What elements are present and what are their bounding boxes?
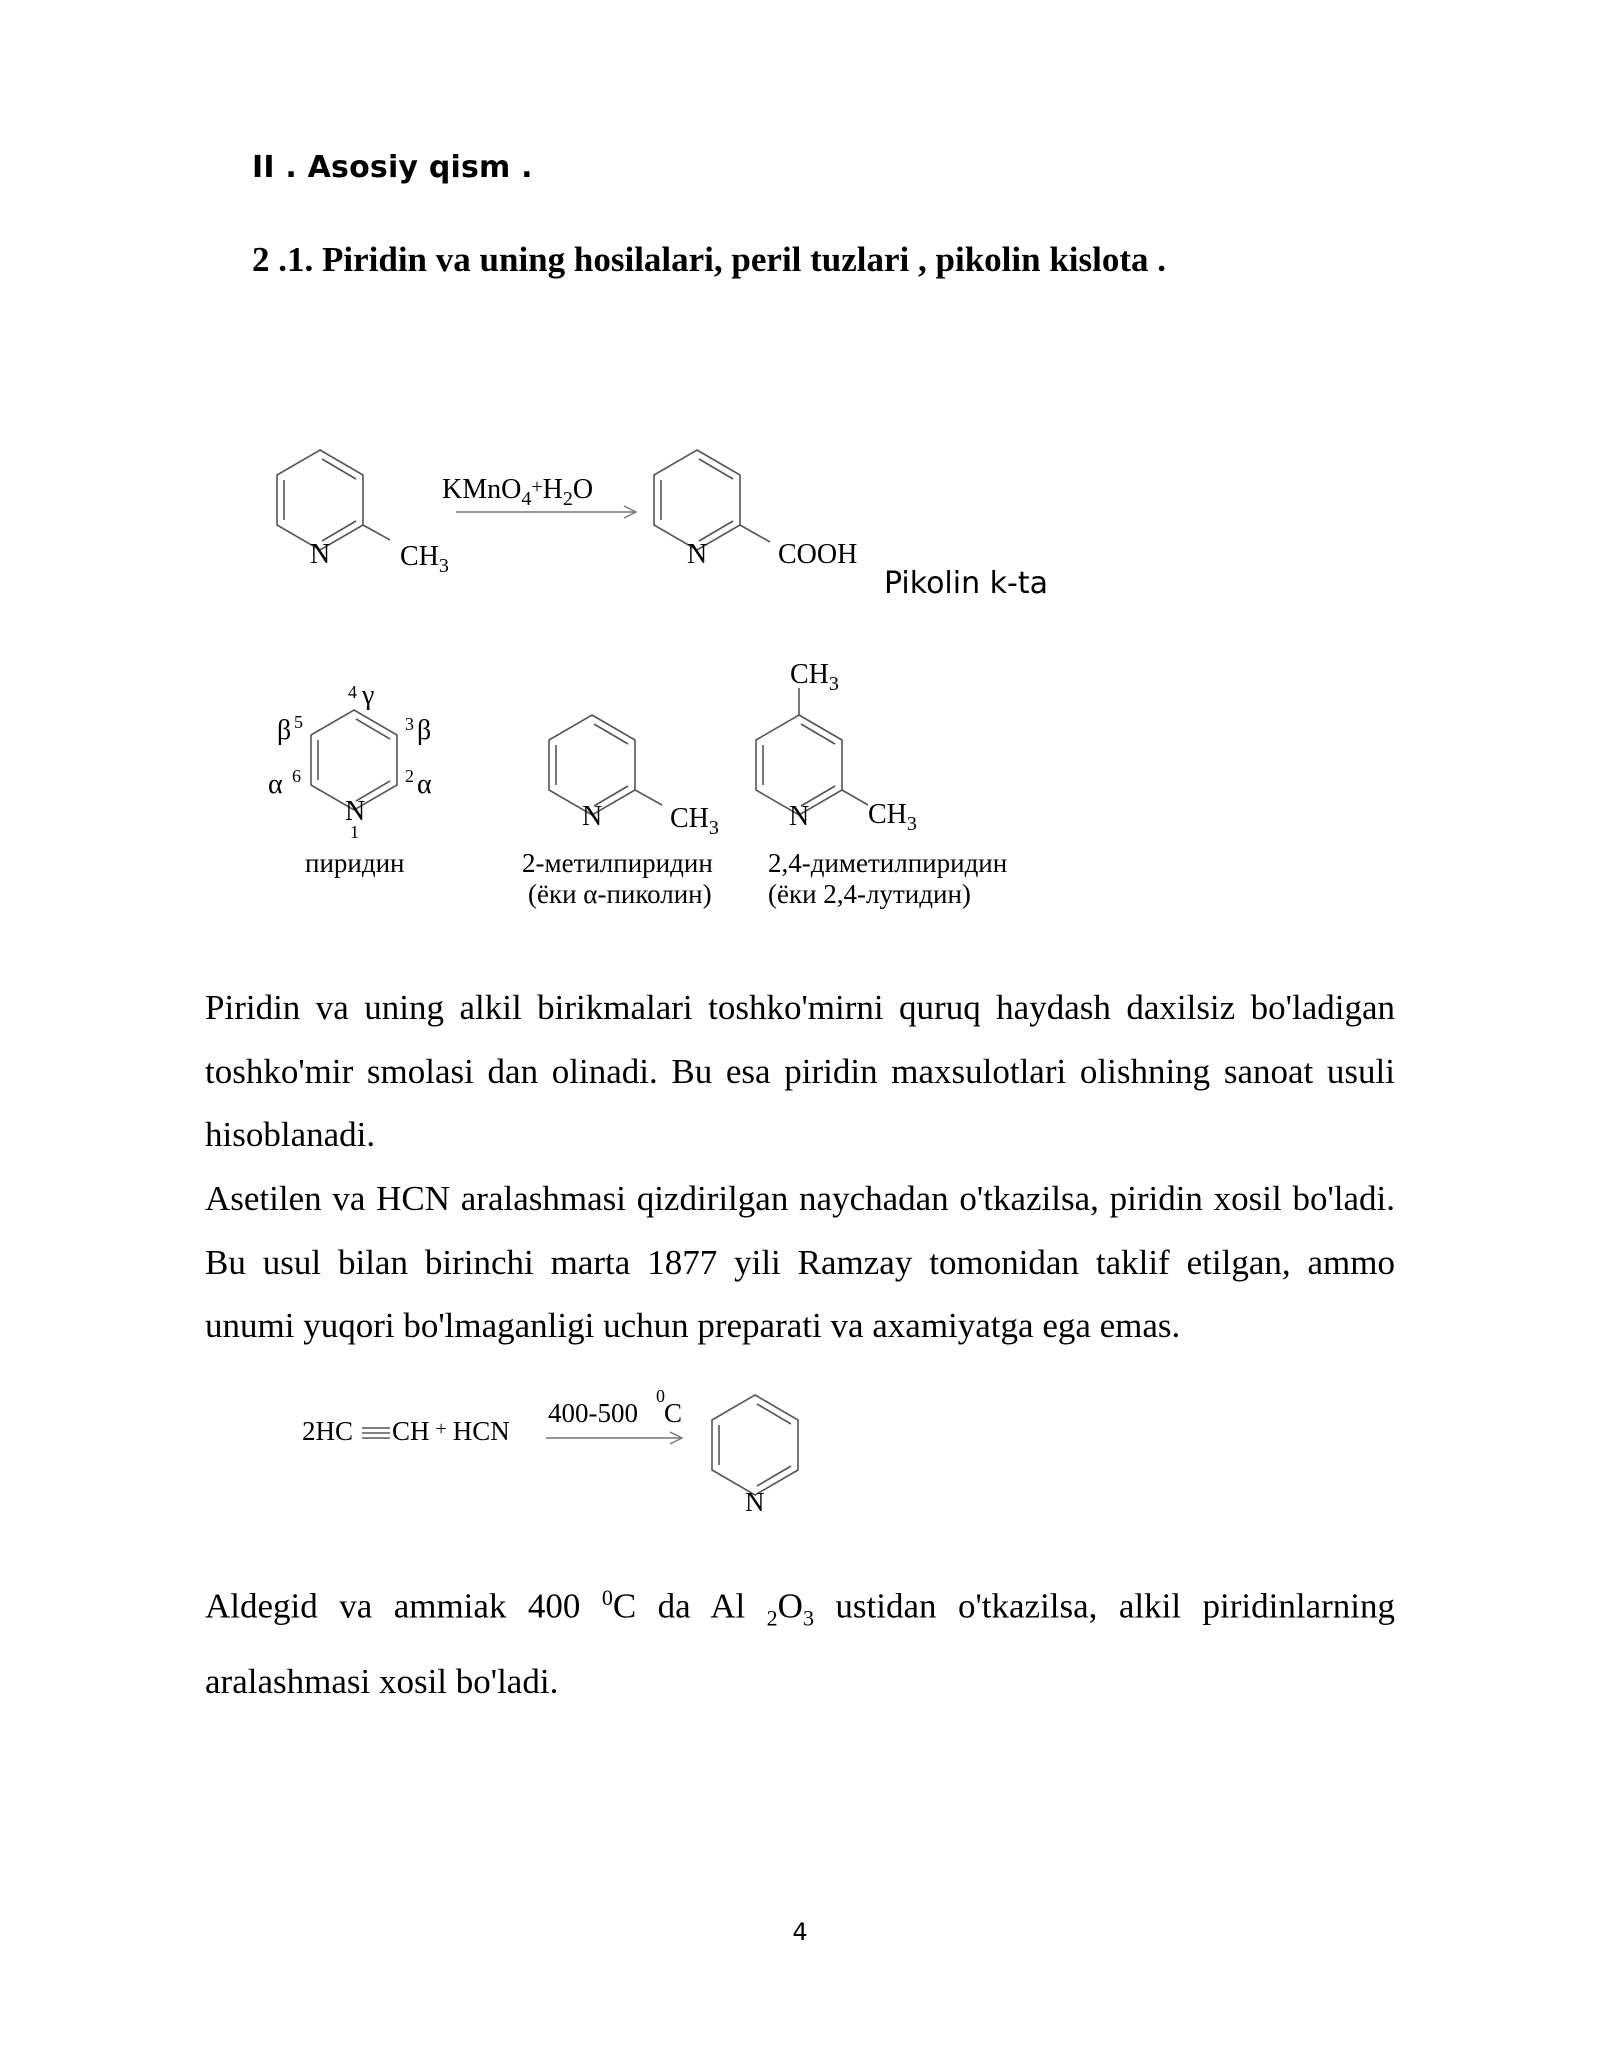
- svg-text:N: N: [582, 801, 603, 832]
- lutidine-alt-name: (ёки 2,4-лутидин): [768, 879, 971, 909]
- svg-text:2: 2: [405, 766, 414, 786]
- reagent-label: KMnO: [442, 474, 522, 505]
- svg-text:β: β: [417, 715, 432, 746]
- svg-text:0: 0: [656, 1386, 665, 1406]
- picoline-structure: [522, 715, 719, 909]
- paragraph-3: Aldegid va ammiak 400 $^0$C da Al $_2O_3$ ustidan o'tkazilsa, alkil piridinlarning aralashmasi xosil bo'ladi.: [205, 1585, 1395, 1702]
- picoline-name: 2-метилпиридин: [522, 848, 713, 878]
- reaction-arrow-1: [442, 474, 636, 518]
- svg-text:N: N: [345, 796, 366, 827]
- picolinic-acid-product-structure: [654, 450, 857, 570]
- hcn-label: HCN: [452, 1416, 510, 1446]
- svg-text:4: 4: [348, 682, 357, 702]
- paragraph-1: Piridin va uning alkil birikmalari toshko'mirni quruq haydash daxilsiz bo'ladigan toshko'mir smolasi dan olinadi. Bu esa piridin maxsulotlari olishning sanoat usuli hisoblanadi.: [205, 988, 1395, 1154]
- paragraph-2: Asetilen va HCN aralashmasi qizdirilgan naychadan o'tkazilsa, piridin xosil bo'ladi. Bu usul bilan birinchi marta 1877 yili Ramzay tomonidan taklif etilgan, ammo unumi yuqori bo'lmaganligi uchun preparati va axamiyatga ega emas.: [205, 1179, 1395, 1345]
- svg-text:2HC: [302, 1416, 353, 1446]
- svg-text:γ: γ: [362, 680, 375, 711]
- svg-text:5: 5: [294, 712, 303, 732]
- svg-text:CH3: $CH_3$: [868, 799, 917, 835]
- pyridine-derivatives-scheme: [260, 660, 1060, 920]
- product-cooh-label: COOH: [778, 539, 858, 570]
- svg-text:N: N: [745, 1487, 765, 1517]
- acetylene-left: 2HC: [302, 1416, 354, 1446]
- svg-text:KMnO4+H2O: $KMnO_4^+H_2O$: [442, 474, 594, 510]
- product-n-label: N: [687, 539, 708, 570]
- section-heading: II . Asosiy qism .: [252, 150, 533, 185]
- svg-text:α: α: [417, 769, 432, 800]
- pyridine-structure: [268, 680, 432, 878]
- picoline-alt-name: (ёки α-пиколин): [528, 879, 712, 909]
- svg-text:N: N: [789, 801, 810, 832]
- svg-text:CH3: $CH_3$: [790, 660, 839, 695]
- svg-text:β: β: [277, 715, 292, 746]
- pyridine-product-structure: [712, 1395, 798, 1517]
- svg-text:CH+HCN: CH + HCN: [392, 1416, 510, 1446]
- svg-text:α: α: [268, 769, 283, 800]
- pyridine-name: пиридин: [305, 848, 405, 878]
- svg-text:CH3: $CH_3$: [670, 803, 719, 839]
- svg-text:3: 3: [405, 714, 414, 734]
- acetylene-hcn-scheme: [300, 1370, 820, 1520]
- acetylene-right: CH: [392, 1416, 430, 1446]
- svg-text:C: C: [664, 1398, 683, 1428]
- picoline-reactant-structure: [277, 450, 449, 577]
- svg-text:1: 1: [350, 822, 359, 842]
- lutidine-name: 2,4-диметилпиридин: [768, 848, 1008, 878]
- page-number: 4: [792, 1918, 808, 1946]
- temperature-condition: 400-500: [548, 1398, 638, 1428]
- reaction-arrow-2: [546, 1432, 682, 1444]
- pikolin-label: Pikolin k-ta: [884, 566, 1048, 601]
- reactant-ch-label: CH: [400, 541, 439, 572]
- oxidation-scheme: [260, 440, 1080, 610]
- svg-text:6: 6: [292, 766, 301, 786]
- lutidine-structure: [756, 660, 1007, 909]
- reactant-n-label: N: [310, 539, 331, 570]
- triple-bond: [362, 1428, 390, 1438]
- svg-text:CH3: $CH_3$: [400, 541, 449, 577]
- subsection-heading: 2 .1. Piridin va uning hosilalari, peril tuzlari , pikolin kislota .: [252, 240, 1167, 279]
